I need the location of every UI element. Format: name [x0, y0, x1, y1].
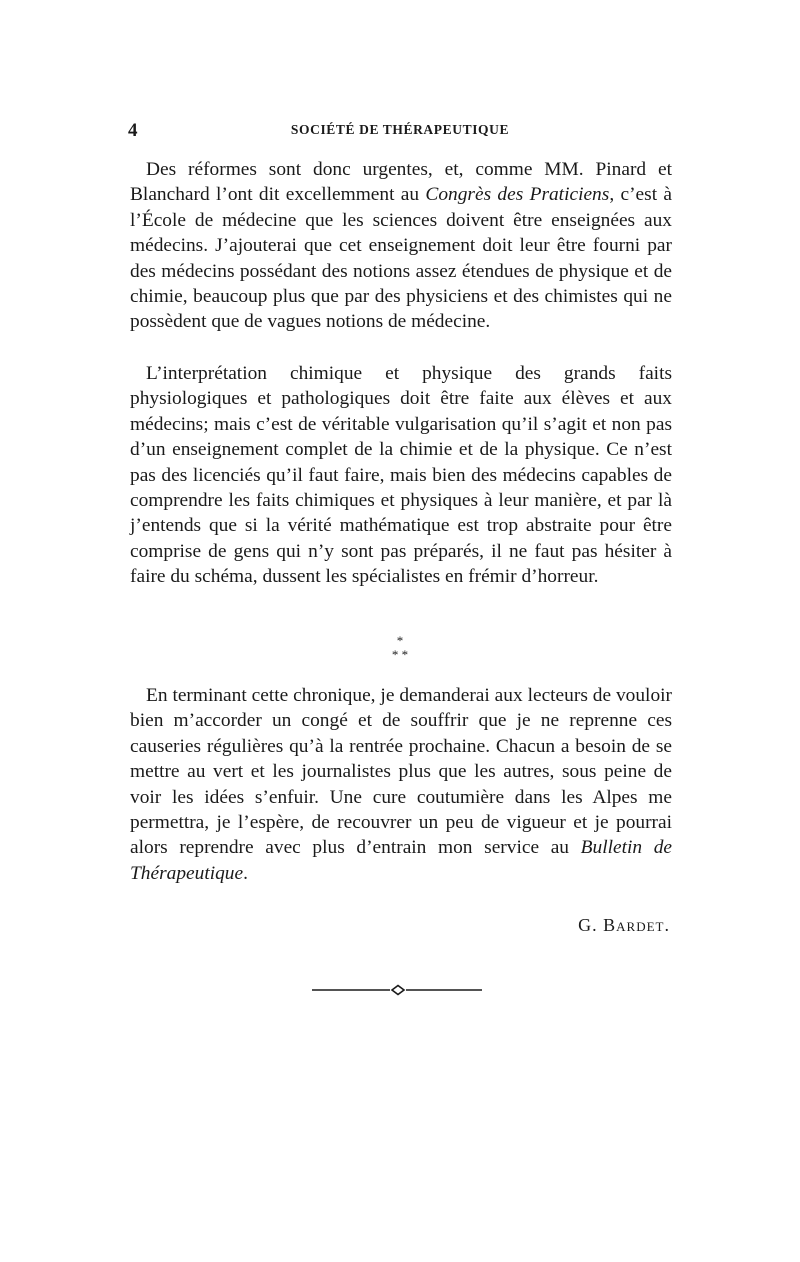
asterism-top: * [396, 633, 404, 648]
paragraph-conclusion [130, 683, 672, 886]
paragraph-interpretation: L’interprétation chimique et physique des grands faits physiologiques et pathologiques doit être faite aux élèves et aux médecins; mais c’est de véritable vulgarisation qu’il s’agit et non pas d’un enseignement complet de la chimie et de la physique. Ce n’est pas des licenciés qu’il faut faire, mais bien des médecins capables de comprendre les faits chimiques et physiques à leur manière, et par là j’entends que si la vérité mathématique est trop abstraite pour être comprise de gens qui n’y sont pas préparés, il ne faut pas hésiter à faire du schéma, dussent les spécialistes en frémir d’horreur. [130, 363, 672, 588]
italic-title-bulletin: Bulletin de Thérapeutique [130, 837, 672, 884]
paragraph-text: En terminant cette chronique, je demanderai aux lecteurs de vouloir bien m’accorder un congé et de souffrir que je ne reprenne ces causeries régulières qu’à la rentrée prochaine. Chacun a besoin de se mettre au vert et les journalistes plus que les autres, sous peine de voir les idées s’enfuir. Une cure coutumière dans les Alpes me permettra, je l’espère, de recouvrer un peu de vigueur et je pourrai alors reprendre avec plus d’entrain mon service au [130, 685, 672, 859]
running-title: SOCIÉTÉ DE THÉRAPEUTIQUE [290, 122, 510, 137]
page-number: 4 [128, 120, 138, 141]
end-ornament-icon [312, 982, 482, 998]
signature-name: Bardet. [603, 915, 670, 935]
italic-title-congres: Congrès des Praticiens [425, 184, 610, 206]
running-header [128, 120, 672, 144]
asterism-divider [370, 634, 430, 674]
paragraph-text: , c’est à l’École de médecine que les sciences doivent être enseignées aux médecins. J’ajouterai que cet enseignement doit leur être fourni par des médecins possédant des notions assez étendues de physique et de chimie, beaucoup plus que par des physiciens et des chimistes qui ne possèdent que de vagues notions de médecine. [130, 184, 672, 333]
asterism-bottom: * * [391, 647, 409, 662]
author-signature [578, 915, 670, 936]
signature-initial: G. [578, 915, 598, 935]
paragraph-reformes [130, 157, 672, 335]
paragraph-text: . [243, 862, 248, 884]
paragraph-text: Des réformes sont donc urgentes, et, comme MM. Pinard et Blanchard l’ont dit excellemment au [130, 159, 672, 206]
